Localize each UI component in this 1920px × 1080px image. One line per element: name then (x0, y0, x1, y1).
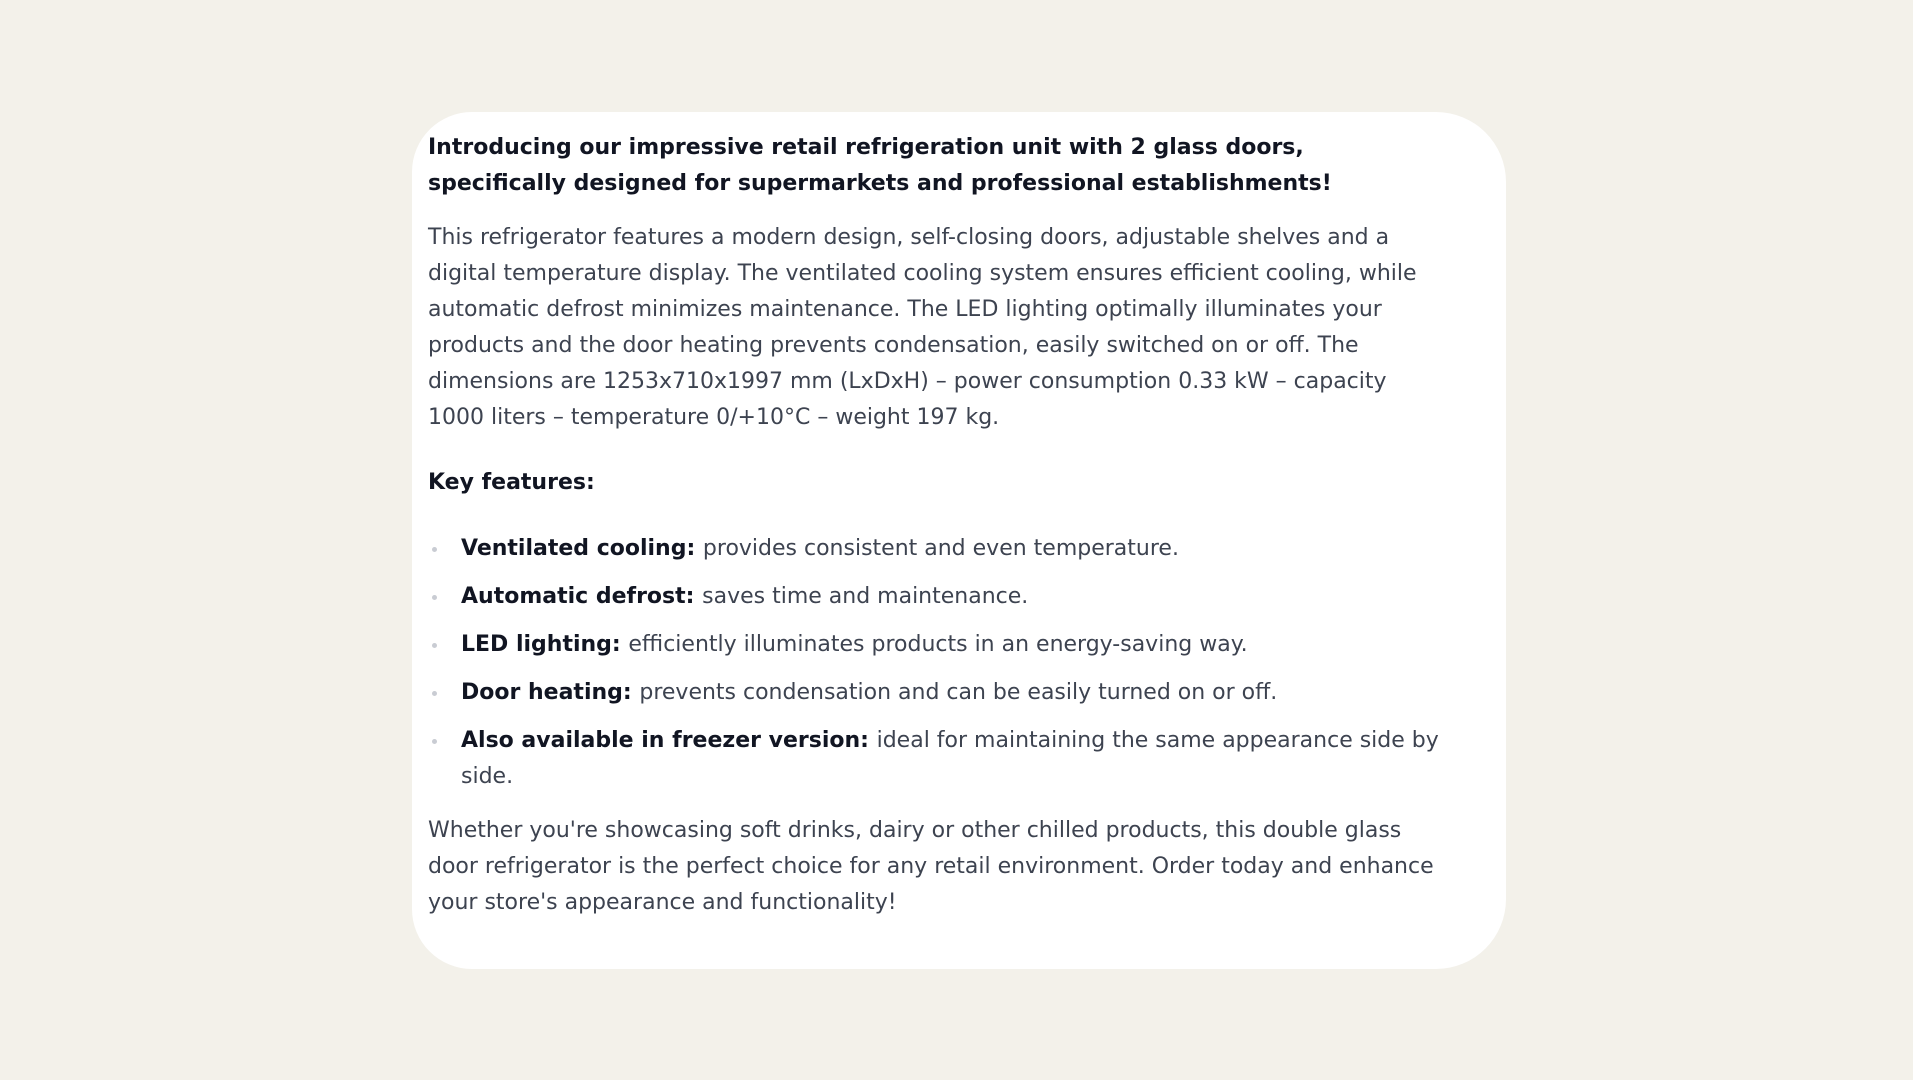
feature-item-automatic-defrost (428, 579, 1446, 615)
feature-description: saves time and maintenance. (702, 584, 1029, 609)
feature-label: Door heating: (461, 680, 640, 705)
feature-label: LED lighting: (461, 632, 629, 657)
feature-description: efficiently illuminates products in an energy-saving way. (628, 632, 1248, 657)
bullet-icon (432, 547, 437, 552)
feature-description: provides consistent and even temperature. (702, 536, 1179, 561)
feature-item-freezer-version (428, 723, 1446, 795)
bullet-icon (432, 595, 437, 600)
feature-label: Ventilated cooling: (461, 536, 703, 561)
product-description-card (412, 112, 1506, 969)
feature-item-ventilated-cooling (428, 531, 1446, 567)
feature-description: ideal for maintaining the same appearance side by side. (461, 728, 1439, 789)
feature-label: Also available in freezer version: (461, 728, 877, 753)
features-list (428, 531, 1446, 795)
feature-item-door-heating (428, 675, 1446, 711)
description-paragraph: This refrigerator features a modern design, self-closing doors, adjustable shelves and a digital temperature display. The ventilated cooling system ensures efficient cooling, while automatic defrost minimizes maintenance. The LED lighting optimally illuminates your products and the door heating prevents condensation, easily switched on or off. The dimensions are 1253x710x1997 mm (LxDxH) – power consumption 0.33 kW – capacity 1000 liters – temperature 0/+10°C – weight 197 kg. (428, 225, 1417, 430)
key-features-heading: Key features: (428, 470, 595, 495)
feature-item-led-lighting (428, 627, 1446, 663)
closing-paragraph: Whether you're showcasing soft drinks, dairy or other chilled products, this double glass door refrigerator is the perfect choice for any retail environment. Order today and enhance your store's appearance and functionality! (428, 818, 1434, 915)
intro-text: Introducing our impressive retail refrigeration unit with 2 glass doors, specifically designed for supermarkets and professional establishments! (428, 135, 1332, 196)
feature-label: Automatic defrost: (461, 584, 703, 609)
bullet-icon (432, 643, 437, 648)
page-right-edge (1913, 0, 1920, 1080)
bullet-icon (432, 691, 437, 696)
feature-description: prevents condensation and can be easily turned on or off. (639, 680, 1278, 705)
bullet-icon (432, 739, 437, 744)
